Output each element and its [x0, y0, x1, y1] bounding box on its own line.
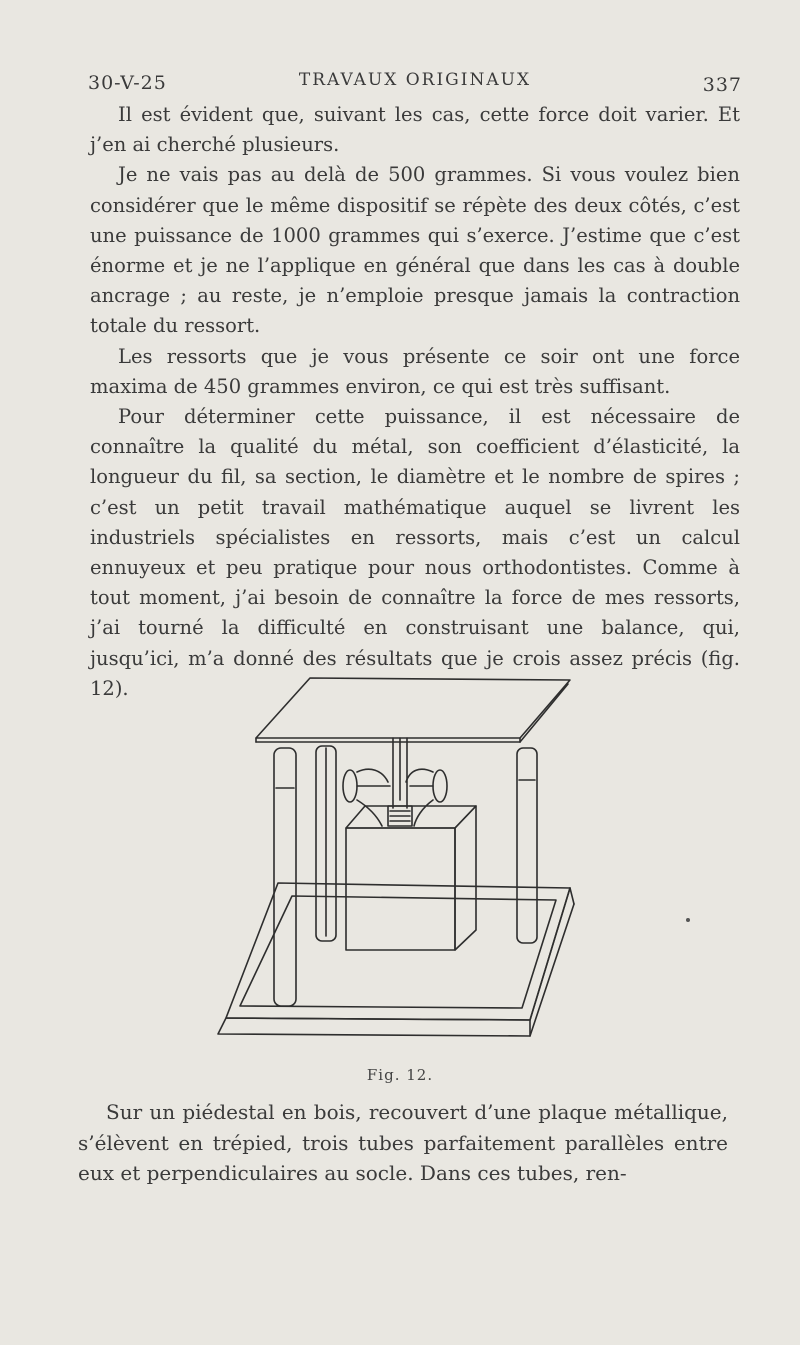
paragraph-5: Sur un piédestal en bois, recouvert d’une plaque métallique, s’élèvent en trépied, trois tubes parfaitement parallèles entre eux et perpendiculaires au socle. Dans ces tubes, ren- [78, 1100, 728, 1185]
central-block [346, 828, 455, 950]
header-date: 30-V-25 [88, 72, 167, 94]
paragraph-4: Pour déterminer cette puissance, il est nécessaire de connaître la qualité du métal, son coefficient d’élasticité, la longueur du fil, sa section, le diamètre et le nombre de spires ; c’est un petit travail mathématique auquel se livrent les industriels spécialistes en ressorts, mais c’est un calcul ennuyeux et peu pratique pour nous orthodontistes. Comme à tout moment, j’ai besoin de connaître la force de mes ressorts, j’ai tourné la difficulté en construisant une balance, qui, jusqu’ici, m’a donné des résultats que je crois assez précis (fig. 12). [90, 405, 740, 700]
page-number: 337 [702, 74, 742, 96]
paragraph-3: Les ressorts que je vous présente ce soir ont une force maxima de 450 grammes environ, ce qui est très suffisant. [90, 344, 740, 398]
body-text-bottom [78, 1097, 728, 1189]
spring-balance-illustration [210, 668, 600, 1063]
tube-front-left [274, 748, 296, 1006]
tube-right [517, 748, 537, 943]
top-plate [256, 678, 570, 738]
figure-caption: Fig. 12. [366, 1066, 434, 1084]
paragraph-1: Il est évident que, suivant les cas, cette force doit varier. Et j’en ai cherché plusieurs. [90, 103, 740, 157]
running-header [88, 66, 742, 98]
paper-speck [686, 918, 690, 922]
body-text-top [90, 100, 740, 704]
figure-spring-balance [210, 668, 600, 1063]
header-section-title: TRAVAUX ORIGINAUX [298, 70, 532, 90]
base-plate [226, 883, 570, 1020]
paragraph-2: Je ne vais pas au delà de 500 grammes. Si vous voulez bien considérer que le même dispositif se répète des deux côtés, c’est une puissance de 1000 grammes qui s’exerce. J’estime que c’est énorme et je ne l’applique en général que dans les cas à double ancrage ; au reste, je n’emploie presque jamais la contraction totale du ressort. [90, 163, 740, 338]
